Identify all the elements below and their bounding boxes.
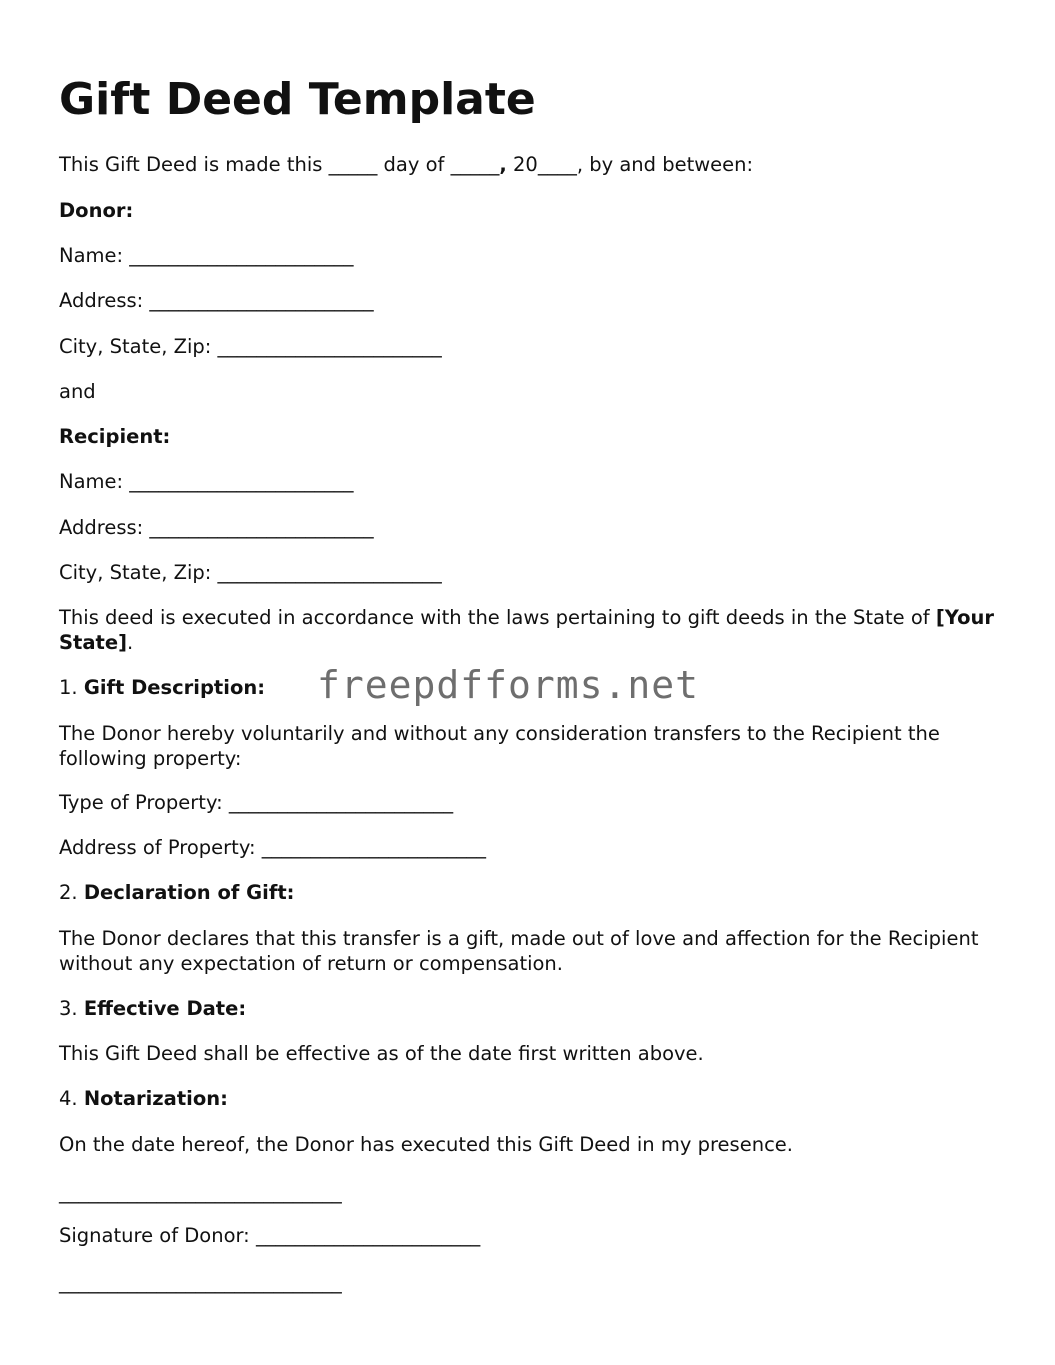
recipient-name-field[interactable]: Name: _______________________ (59, 470, 354, 493)
section-1-title: Gift Description: (83, 676, 266, 699)
intro-suffix: , by and between: (576, 153, 754, 176)
section-4-heading (59, 1086, 228, 1111)
recipient-address-field[interactable]: Address: _______________________ (59, 516, 374, 539)
section-2-number: 2. (59, 881, 84, 904)
section-1-heading (59, 675, 265, 700)
type-of-property-field[interactable]: Type of Property: _______________________ (59, 791, 454, 814)
signature-line-1[interactable]: _____________________________ (59, 1181, 342, 1204)
section-1-body: The Donor hereby voluntarily and without any consideration transfers to the Recipient the following property: (59, 722, 940, 770)
section-2-body: The Donor declares that this transfer is a gift, made out of love and affection for the Recipient without any expectation of return or compensation. (59, 927, 979, 975)
section-4-body: On the date hereof, the Donor has executed this Gift Deed in my presence. (59, 1133, 793, 1156)
intro-prefix: This Gift Deed is made this (59, 153, 329, 176)
section-3-body: This Gift Deed shall be effective as of the date first written above. (59, 1042, 704, 1065)
laws-paragraph (59, 605, 994, 655)
section-1-number: 1. (59, 676, 84, 699)
section-3-number: 3. (59, 997, 84, 1020)
intro-line (59, 152, 753, 177)
intro-comma: , (499, 153, 507, 176)
donor-city-state-zip-field[interactable]: City, State, Zip: _______________________ (59, 335, 442, 358)
section-3-title: Effective Date: (83, 997, 247, 1020)
section-2-heading (59, 880, 294, 905)
laws-text: This deed is executed in accordance with the laws pertaining to gift deeds in the State of (59, 606, 936, 629)
day-blank[interactable]: _____ (328, 153, 378, 176)
recipient-heading: Recipient: (59, 425, 171, 448)
intro-day-of: day of (377, 153, 451, 176)
year-blank[interactable]: ____ (537, 153, 577, 176)
donor-address-field[interactable]: Address: _______________________ (59, 289, 374, 312)
address-of-property-field[interactable]: Address of Property: _______________________ (59, 836, 486, 859)
section-4-number: 4. (59, 1087, 84, 1110)
signature-of-donor-field[interactable]: Signature of Donor: _______________________ (59, 1224, 481, 1247)
intro-year-prefix: 20 (506, 153, 538, 176)
watermark: freepdfforms.net (317, 663, 700, 707)
and-text: and (59, 380, 96, 403)
section-2-title: Declaration of Gift: (83, 881, 295, 904)
section-3-heading (59, 996, 246, 1021)
month-blank[interactable]: _____ (450, 153, 500, 176)
your-state-placeholder: [Your State] (59, 606, 994, 654)
page-title: Gift Deed Template (59, 74, 536, 125)
recipient-city-state-zip-field[interactable]: City, State, Zip: _______________________ (59, 561, 442, 584)
signature-line-2[interactable]: _____________________________ (59, 1271, 342, 1294)
section-4-title: Notarization: (83, 1087, 228, 1110)
donor-heading: Donor: (59, 199, 134, 222)
donor-name-field[interactable]: Name: _______________________ (59, 244, 354, 267)
laws-end: . (126, 631, 134, 654)
